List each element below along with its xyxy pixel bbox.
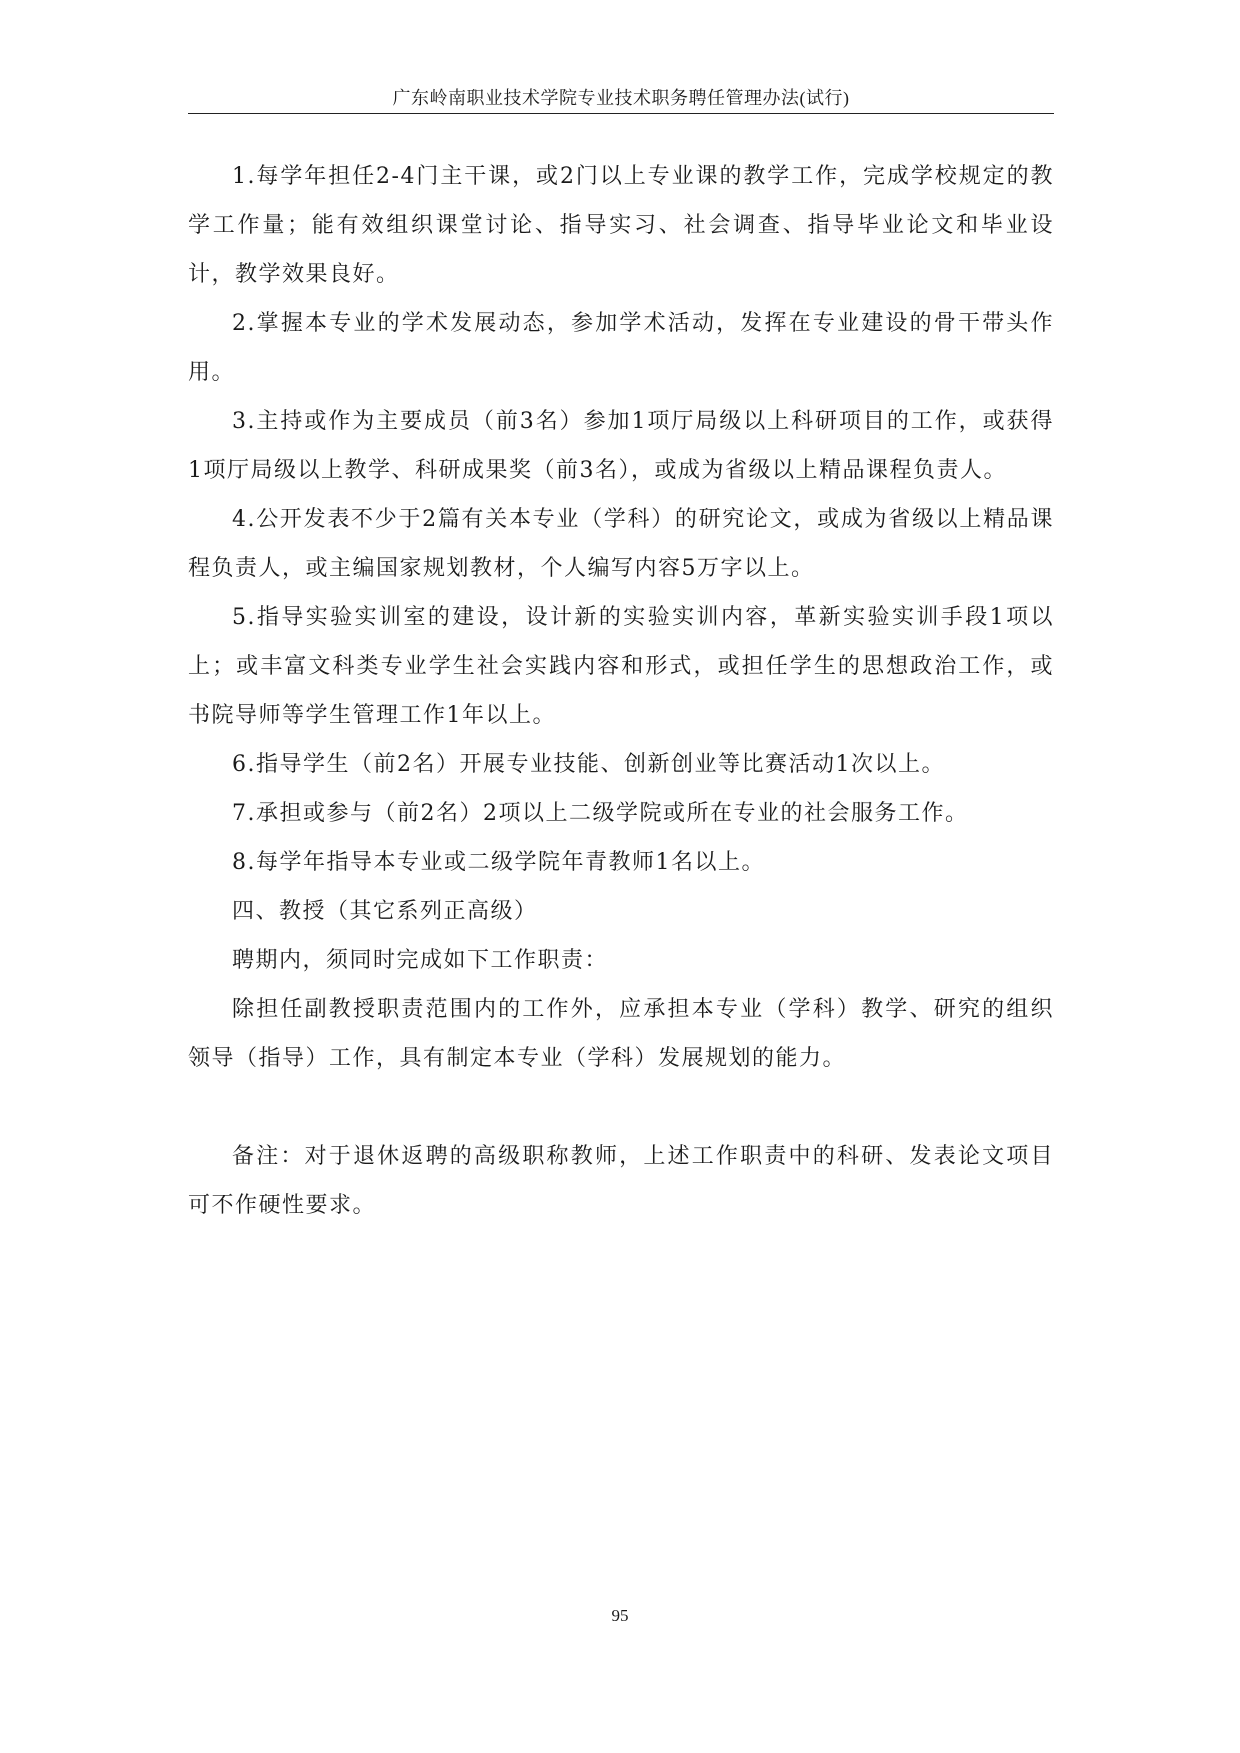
duty-item-4: 4.公开发表不少于2篇有关本专业（学科）的研究论文，或成为省级以上精品课程负责人，或主编国家规划教材，个人编写内容5万字以上。: [188, 507, 1054, 581]
duty-item-3: 3.主持或作为主要成员（前3名）参加1项厅局级以上科研项目的工作，或获得1项厅局级以上教学、科研成果奖（前3名），或成为省级以上精品课程负责人。: [188, 409, 1054, 483]
duty-item-6: 6.指导学生（前2名）开展专业技能、创新创业等比赛活动1次以上。: [232, 752, 945, 777]
header-divider: [188, 113, 1054, 114]
section-heading-professor: 四、教授（其它系列正高级）: [232, 899, 538, 924]
duty-item-2: 2.掌握本专业的学术发展动态，参加学术活动，发挥在专业建设的骨干带头作用。: [188, 311, 1054, 385]
duty-item-8: 8.每学年指导本专业或二级学院年青教师1名以上。: [232, 850, 765, 875]
remark-note: 备注：对于退休返聘的高级职称教师，上述工作职责中的科研、发表论文项目可不作硬性要求。: [188, 1144, 1054, 1218]
document-body: [188, 152, 1054, 1230]
term-duties-intro: 聘期内，须同时完成如下工作职责：: [232, 948, 609, 973]
duty-item-5: 5.指导实验实训室的建设，设计新的实验实训内容，革新实验实训手段1项以上；或丰富文科类专业学生社会实践内容和形式，或担任学生的思想政治工作，或书院导师等学生管理工作1年以上。: [188, 605, 1054, 728]
duty-item-7: 7.承担或参与（前2名）2项以上二级学院或所在专业的社会服务工作。: [232, 801, 969, 826]
duty-item-1: 1.每学年担任2-4门主干课，或2门以上专业课的教学工作，完成学校规定的教学工作量；能有效组织课堂讨论、指导实习、社会调查、指导毕业论文和毕业设计，教学效果良好。: [188, 164, 1054, 287]
page-number: 95: [611, 1606, 629, 1625]
page-header-title: 广东岭南职业技术学院专业技术职务聘任管理办法(试行): [392, 88, 850, 108]
professor-duties: 除担任副教授职责范围内的工作外，应承担本专业（学科）教学、研究的组织领导（指导）工作，具有制定本专业（学科）发展规划的能力。: [188, 997, 1054, 1071]
